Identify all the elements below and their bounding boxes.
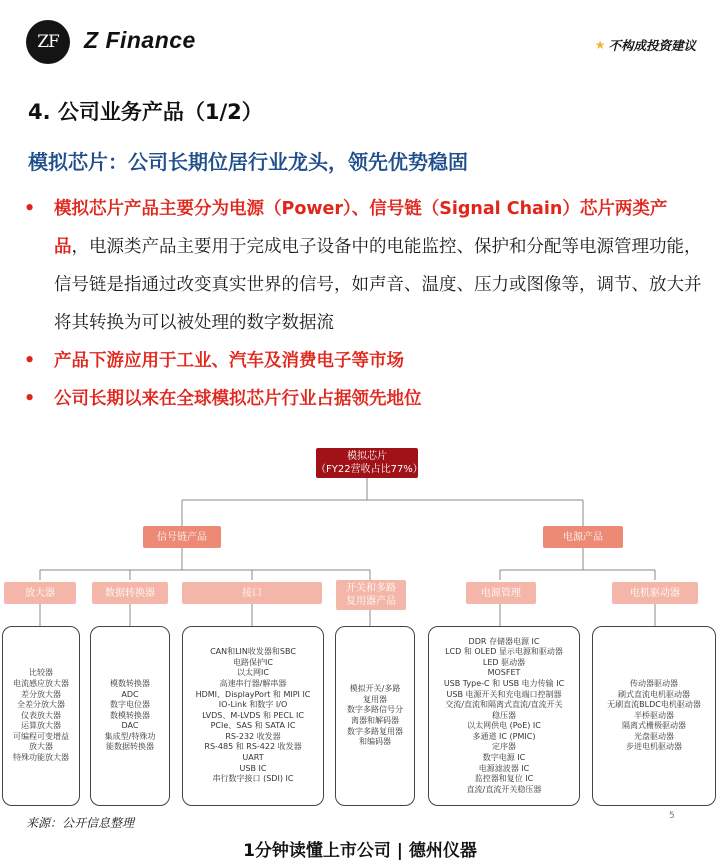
- list-item: 高速串行器/解串器: [219, 678, 287, 688]
- power-management-list: [428, 626, 580, 806]
- signal-chain-node: 信号链产品: [143, 526, 221, 548]
- list-item: 步进电机驱动器: [626, 742, 682, 752]
- list-item: USB IC: [239, 763, 267, 773]
- list-item: 数字多路复用器: [347, 726, 403, 736]
- list-item: 以太网IC: [237, 668, 269, 678]
- bullet-item: [22, 190, 702, 342]
- list-item: 全差分放大器: [17, 700, 65, 710]
- list-item: 电路保护IC: [233, 657, 273, 667]
- list-item: UART: [242, 753, 264, 763]
- list-item: 电源滤波器 IC: [478, 763, 530, 773]
- footer-title: 1分钟读懂上市公司 | 德州仪器: [243, 841, 477, 861]
- list-item: USB 电源开关和充电端口控制器: [446, 689, 562, 699]
- list-item: 差分放大器: [21, 689, 61, 699]
- list-item: MOSFET: [487, 668, 521, 678]
- subtitle: 模拟芯片：公司长期位居行业龙头，领先优势稳固: [28, 150, 468, 174]
- list-item: 直流/直流开关稳压器: [466, 784, 542, 794]
- amplifier-list: [2, 626, 80, 806]
- list-item: 放大器: [29, 742, 53, 752]
- list-item: DAC: [121, 721, 139, 731]
- list-item: 复用器: [363, 694, 387, 704]
- list-item: RS-232 收发器: [225, 731, 281, 741]
- interface-node: 接口: [182, 582, 322, 604]
- amplifier-node: 放大器: [4, 582, 76, 604]
- root-title: 模拟芯片: [347, 451, 387, 462]
- list-item: 电流感应放大器: [13, 678, 69, 688]
- list-item: 模数转换器: [110, 678, 150, 688]
- list-item: HDMI、DisplayPort 和 MIPI IC: [195, 689, 311, 699]
- list-item: 数字电源 IC: [482, 753, 526, 763]
- list-item: 多通道 IC (PMIC): [472, 731, 536, 741]
- source-note: 来源：公开信息整理: [26, 816, 135, 830]
- list-item: DDR 存储器电源 IC: [468, 636, 540, 646]
- list-item: 以太网供电 (PoE) IC: [467, 721, 541, 731]
- list-item: USB Type-C 和 USB 电力传输 IC: [443, 678, 565, 688]
- list-item: 模拟开关/多路: [349, 684, 401, 694]
- bullet-item: [22, 342, 702, 380]
- list-item: 仪表放大器: [21, 710, 61, 720]
- list-item: ADC: [121, 689, 139, 699]
- list-item: 比较器: [29, 668, 53, 678]
- header: [0, 0, 720, 84]
- motor-driver-node: 电机驱动器: [612, 582, 698, 604]
- data-converter-list: [90, 626, 170, 806]
- bullet-highlight: 模拟芯片产品主要分为电源（Power）、信号链（Signal Chain）芯片两类产品: [54, 199, 668, 257]
- bullet-dot-icon: •: [24, 199, 36, 219]
- list-item: 传动器驱动器: [630, 678, 678, 688]
- list-item: 定序器: [492, 742, 516, 752]
- root-subtitle: （FY22营收占比77%）: [316, 464, 423, 475]
- list-item: CAN和LIN收发器和SBC: [210, 647, 296, 657]
- list-item: 数字电位器: [110, 700, 150, 710]
- list-item: 能数据转换器: [106, 742, 154, 752]
- bullet-text: ，电源类产品主要用于完成电子设备中的电能监控、保护和分配等电源管理功能，信号链是指通过改变真实世界的信号，如声音、温度、压力或图像等，调节、放大并将其转换为可以被处理的数字数据流: [54, 237, 702, 333]
- list-item: 监控器和复位 IC: [474, 774, 534, 784]
- interface-list: [182, 626, 324, 806]
- list-item: 交流/直流和隔离式直流/直流开关: [445, 700, 563, 710]
- list-item: LCD 和 OLED 显示电源和驱动器: [445, 647, 563, 657]
- list-item: 可编程可变增益: [13, 731, 69, 741]
- logo: ZF: [26, 20, 70, 64]
- bullet-highlight: 公司长期以来在全球模拟芯片行业占据领先地位: [54, 389, 422, 409]
- list-item: IO-Link 和数字 I/O: [218, 700, 288, 710]
- section-title: 4. 公司业务产品（1/2）: [28, 100, 263, 124]
- bullet-dot-icon: •: [24, 351, 36, 371]
- switch-mux-list: [335, 626, 415, 806]
- brand-name: Z Finance: [84, 27, 196, 53]
- bullet-item: [22, 380, 702, 418]
- list-item: 离器和解码器: [351, 716, 399, 725]
- list-item: 刷式直流电机驱动器: [618, 689, 690, 699]
- list-item: 数字多路信号分: [347, 705, 403, 715]
- bullet-highlight: 产品下游应用于工业、汽车及消费电子等市场: [54, 351, 404, 371]
- switch-mux-node: 开关和多路复用器产品: [336, 580, 406, 610]
- power-node: 电源产品: [543, 526, 623, 548]
- list-item: 半桥驱动器: [634, 710, 674, 720]
- list-item: 集成型/特殊功: [104, 731, 156, 741]
- list-item: 运算放大器: [21, 721, 61, 731]
- disclaimer: [595, 36, 696, 54]
- list-item: PCIe、SAS 和 SATA IC: [210, 721, 296, 731]
- list-item: 特殊功能放大器: [13, 753, 69, 763]
- product-tree-diagram: [0, 440, 720, 812]
- motor-driver-list: [592, 626, 716, 806]
- disclaimer-text: 不构成投资建议: [608, 38, 696, 53]
- bullet-list: [22, 190, 702, 418]
- list-item: RS-485 和 RS-422 收发器: [204, 742, 302, 752]
- list-item: 和编码器: [359, 737, 391, 747]
- list-item: 稳压器: [492, 710, 516, 720]
- data-converter-node: 数据转换器: [92, 582, 168, 604]
- list-item: 无刷直流BLDC电机驱动器: [607, 700, 701, 710]
- list-item: 数模转换器: [110, 710, 150, 720]
- power-management-node: 电源管理: [466, 582, 536, 604]
- list-item: 串行数字接口 (SDI) IC: [212, 774, 294, 784]
- bullet-dot-icon: •: [24, 389, 36, 409]
- list-item: LVDS、M-LVDS 和 PECL IC: [202, 710, 304, 720]
- root-node: [316, 448, 423, 478]
- list-item: 光盘驱动器: [634, 731, 674, 741]
- list-item: LED 驱动器: [482, 657, 526, 667]
- page-number: 5: [669, 811, 675, 821]
- star-icon: ★: [594, 38, 606, 52]
- list-item: 隔离式栅极驱动器: [622, 721, 686, 731]
